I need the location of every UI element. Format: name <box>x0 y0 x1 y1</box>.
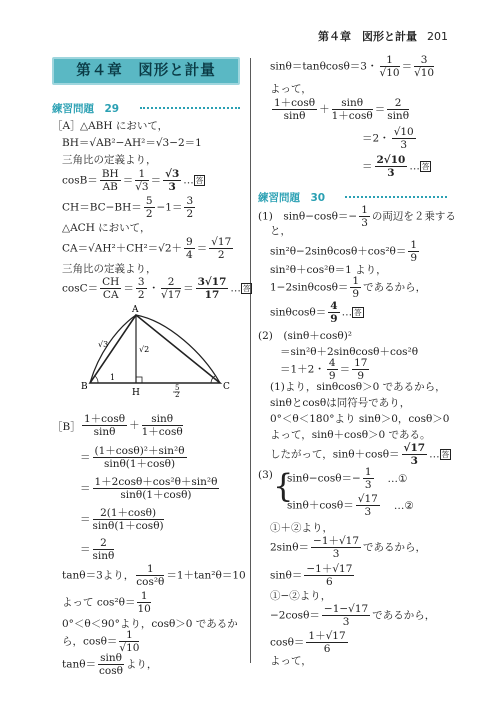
equation-r5 <box>362 154 431 179</box>
eq-text: ＝ <box>374 103 386 116</box>
equation-b2 <box>80 445 189 470</box>
frac-num: √10 <box>393 126 414 138</box>
text-line: 0°＜θ＜90°より，cosθ＞0 であるか <box>62 618 238 630</box>
equation-cosB <box>62 168 205 193</box>
equation-b1 <box>80 413 185 438</box>
equation-line: BH＝√AB²−AH²＝√3−2＝1 <box>62 137 202 149</box>
frac-num: √17 <box>211 236 232 248</box>
chapter-title: 第４章 図形と計量 <box>52 57 240 85</box>
equation-q8 <box>270 442 451 467</box>
eq-text: sinθ＋cosθ＝ <box>287 499 354 512</box>
eq-text: tanθ＝ <box>62 658 97 671</box>
equation-r3 <box>270 97 411 122</box>
frac-den: √3 <box>135 181 149 194</box>
section-title-30: 練習問題 30 <box>258 192 326 204</box>
eq-text: ＝ <box>401 60 413 73</box>
label-sqrt2: √2 <box>139 345 150 354</box>
answer-mark: 答 <box>242 284 251 294</box>
eq-text: 1−2sinθcosθ＝ <box>270 281 349 294</box>
frac-den: sinθ <box>93 426 116 439</box>
frac-den: sinθ(1＋cosθ) <box>103 458 176 471</box>
equation-CH <box>62 195 197 220</box>
frac-num: 1 <box>361 204 368 216</box>
frac-num: 3 <box>137 276 145 288</box>
frac-den: √10 <box>379 67 400 80</box>
frac-num: 3√17 <box>197 276 227 288</box>
frac-num: BH <box>101 168 119 180</box>
label-sqrt3: √3 <box>98 340 109 349</box>
frac-den: 1＋cosθ <box>141 426 183 439</box>
label-two: 2 <box>175 391 180 397</box>
frac-num: 17 <box>354 357 368 369</box>
eq-text: … <box>409 160 420 173</box>
eq-text: ＝ <box>80 513 91 526</box>
eq-text: ＝ <box>122 174 134 187</box>
angle-mark-b <box>95 376 98 383</box>
frac-den: sinθ(1＋cosθ) <box>120 489 192 502</box>
frac-den: 3 <box>387 167 395 180</box>
frac-num: 1 <box>410 239 418 251</box>
text-line: 0°＜θ＜180°より sinθ＞0，cosθ＞0 <box>270 413 450 425</box>
equation-r1 <box>270 54 436 79</box>
frac-den: sinθ <box>283 110 306 123</box>
system-brace: { <box>273 467 294 505</box>
eq-text: sinθ＝tanθcosθ＝3・ <box>270 60 378 73</box>
text-line: 三角比の定義より， <box>62 154 157 166</box>
frac-num: 2 <box>93 537 115 550</box>
text-line: と， <box>270 225 291 237</box>
equation-b5 <box>80 537 116 562</box>
label-b: B <box>81 382 88 392</box>
frac-num: 1 <box>135 168 148 181</box>
frac-num: CH <box>102 276 120 288</box>
frac-den: AB <box>102 181 118 194</box>
label-five: 5 <box>175 384 180 392</box>
frac-num: 1 <box>119 629 139 642</box>
frac-num: √17 <box>357 493 378 505</box>
frac-den: 1＋cosθ <box>331 110 373 123</box>
eq-text: sinθ＝ <box>270 569 303 582</box>
frac-den: sinθ <box>387 110 410 123</box>
frac-num: 3 <box>186 195 194 207</box>
header-chapter: 第４章 図形と計量 <box>318 30 417 43</box>
frac-den: cosθ <box>99 665 123 678</box>
eq-text: sin²θ−2sinθcosθ＋cos²θ＝ <box>270 245 407 258</box>
eq-text: ＝1＋2・ <box>280 363 325 376</box>
column-divider <box>250 58 251 663</box>
text-line: よって， <box>270 655 312 667</box>
text-line: sinθとcosθは同符号であり， <box>270 397 411 409</box>
text-line: ①−②より， <box>270 590 332 602</box>
frac-den: 10 <box>137 603 151 616</box>
frac-den: 2 <box>217 249 225 262</box>
frac-num: 1 <box>136 563 164 576</box>
frac-num: 2(1＋cosθ) <box>93 507 164 520</box>
text-line: sin²θ＋cos²θ＝1 より， <box>270 264 387 276</box>
frac-den: CA <box>102 289 119 302</box>
frac-num: 1 <box>380 54 400 67</box>
frac-num: 1 <box>137 590 150 603</box>
equation-line: ＝sin²θ＋2sinθcosθ＋cos²θ <box>280 346 419 358</box>
eq-text: CH＝BC−BH＝ <box>62 201 142 214</box>
frac-num: −1＋√17 <box>306 563 353 575</box>
equation-p5 <box>270 300 364 325</box>
eq-text: の両辺を２乗する <box>371 210 456 223</box>
frac-num: 4 <box>330 300 338 312</box>
frac-den: cos²θ <box>136 576 165 589</box>
frac-num: 2 <box>387 97 409 110</box>
equation-s2 <box>287 493 414 518</box>
frac-den: sinθ(1＋cosθ) <box>92 520 164 533</box>
answer-mark: 答 <box>195 176 204 186</box>
frac-num: √3 <box>165 168 180 180</box>
text-line: △ACH において， <box>62 222 151 234</box>
frac-den: 9 <box>410 252 418 265</box>
eq-text: tanθ＝3より， <box>62 569 135 582</box>
frac-num: 2√10 <box>376 154 406 166</box>
frac-den: 9 <box>352 288 360 301</box>
frac-den: 3 <box>364 479 372 492</box>
frac-num: 1＋√17 <box>308 630 346 642</box>
frac-den: 4 <box>186 249 193 262</box>
eq-text: … <box>230 282 241 295</box>
eq-text: ＝ <box>80 482 91 495</box>
label-h: H <box>132 388 140 397</box>
equation-s4 <box>270 535 426 560</box>
frac-den: 6 <box>323 643 331 656</box>
frac-den: 9 <box>328 370 336 383</box>
eq-text: よって cos²θ＝ <box>62 596 136 609</box>
frac-den: sinθ <box>92 550 115 563</box>
eq-text: ＝ <box>150 174 162 187</box>
frac-den: 6 <box>326 576 333 589</box>
eq-text: CA＝√AH²＋CH²＝√2＋ <box>62 242 183 255</box>
frac-num: 1＋2cosθ＋cos²θ＋sin²θ <box>94 476 218 488</box>
eq-text: であるから， <box>363 541 427 554</box>
frac-num: 1＋cosθ <box>274 97 316 109</box>
equation-b6 <box>62 563 246 588</box>
frac-num: √17 <box>403 442 426 454</box>
equation-b7 <box>62 590 153 615</box>
label-c: C <box>223 382 230 392</box>
eq-text: cosB＝ <box>62 174 98 187</box>
frac-den: 2 <box>145 208 153 221</box>
running-header <box>318 28 448 44</box>
frac-num: −1＋√17 <box>313 535 360 547</box>
frac-den: 3 <box>364 506 372 519</box>
label-one: 1 <box>110 373 116 382</box>
frac-den: 9 <box>357 370 365 383</box>
eq-text: ＝ <box>183 282 194 295</box>
eq-text: −1＝ <box>156 201 183 214</box>
frac-den: 9 <box>330 313 338 326</box>
eq-text: cosC＝ <box>62 282 99 295</box>
eq-text: cosθ＝ <box>270 636 305 649</box>
answer-mark: 答 <box>354 308 362 318</box>
part-a-label: ［A］ <box>52 120 81 132</box>
equation-s1 <box>287 466 407 491</box>
frac-den: √10 <box>119 642 140 655</box>
equation-b9 <box>62 629 141 654</box>
frac-num: 1 <box>364 466 372 478</box>
eq-text: ＝ <box>80 543 91 556</box>
text-line: ①＋②より， <box>270 522 333 534</box>
eq-text: … <box>341 306 353 319</box>
frac-den: 3 <box>400 139 408 152</box>
section-rule <box>345 196 447 198</box>
eq-text: … <box>429 448 440 461</box>
frac-num: (1＋cosθ)²＋sin²θ <box>94 445 185 457</box>
eq-text: …② <box>393 499 414 512</box>
right-angle-mark <box>136 377 142 383</box>
eq-text: −2cosθ＝ <box>270 609 320 622</box>
frac-num: 4 <box>328 357 336 369</box>
eq-text: ＝ <box>362 160 373 173</box>
equation-cosC <box>62 276 252 301</box>
equation-s5 <box>270 563 356 588</box>
eq-text: したがって，sinθ＋cosθ＝ <box>270 448 400 461</box>
eq-text: ・ <box>148 282 160 295</box>
equation-p4 <box>270 275 426 300</box>
eq-text: ＝ <box>123 282 134 295</box>
text-line: 三角比の定義より， <box>62 263 157 275</box>
frac-den: 3 <box>342 616 350 629</box>
equation-b4 <box>80 507 166 532</box>
equation-p2 <box>270 239 421 264</box>
frac-num: 3 <box>414 54 434 67</box>
page-number: 201 <box>427 30 448 43</box>
frac-den: 17 <box>204 289 220 302</box>
equation-q3 <box>280 357 371 382</box>
frac-num: sinθ <box>100 652 122 664</box>
frac-den: 3 <box>361 217 368 230</box>
frac-num: 1＋cosθ <box>84 413 126 425</box>
answer-mark: 答 <box>421 162 430 172</box>
label-a: A <box>132 305 139 315</box>
frac-den: 3 <box>410 455 418 468</box>
eq-text: sinθ−cosθ＝− <box>287 472 361 485</box>
equation-b10 <box>62 652 157 677</box>
answer-mark: 答 <box>441 450 450 460</box>
frac-den: 2 <box>137 289 145 302</box>
frac-num: 5 <box>145 195 153 207</box>
eq-text: sinθcosθ＝ <box>270 306 327 319</box>
eq-text: であるから， <box>363 281 427 294</box>
text-line: よって，sinθ＋cosθ＞0 である。 <box>270 429 431 441</box>
frac-den: 3 <box>332 548 340 561</box>
eq-text: であるから， <box>372 609 436 622</box>
eq-text: ＝ <box>339 363 351 376</box>
eq-text: ら，cosθ＝ <box>62 635 118 648</box>
equation-r4 <box>362 126 418 151</box>
text-line: (3) <box>258 469 273 481</box>
frac-num: −1−√17 <box>323 603 369 615</box>
eq-text: …① <box>387 472 408 485</box>
section-title-29: 練習問題 29 <box>52 103 120 115</box>
eq-text: より， <box>125 658 158 671</box>
frac-num: 9 <box>186 236 193 248</box>
frac-num: 1 <box>352 275 360 287</box>
equation-s7 <box>270 603 435 628</box>
eq-text: … <box>183 174 194 187</box>
text-line: (1)より，sinθcosθ＞0 であるから， <box>270 381 446 393</box>
text-line: よって， <box>270 83 312 95</box>
eq-text: ＋ <box>129 419 140 432</box>
equation-b3 <box>80 476 221 501</box>
frac-num: sinθ <box>332 97 373 110</box>
equation-CA <box>62 236 235 261</box>
text-line: (2) (sinθ＋cosθ)² <box>258 330 353 342</box>
eq-text: ＝1＋tan²θ＝10 <box>166 569 246 582</box>
part-b-label: ［B］ <box>52 421 81 433</box>
eq-text: ＝ <box>196 242 208 255</box>
frac-den: √10 <box>414 67 435 80</box>
text-line: △ABH において， <box>80 120 169 132</box>
section-rule <box>140 107 240 109</box>
eq-text: ＝2・ <box>362 132 390 145</box>
eq-text: ＝ <box>80 451 91 464</box>
triangle-figure <box>78 303 238 397</box>
eq-text: ＋ <box>319 103 330 116</box>
frac-num: 2 <box>161 276 181 289</box>
frac-num: sinθ <box>142 413 183 426</box>
equation-s8 <box>270 630 350 655</box>
eq-text: (1) sinθ−cosθ＝− <box>258 210 358 223</box>
frac-den: 2 <box>186 208 194 221</box>
eq-text: 2sinθ＝ <box>270 541 310 554</box>
frac-den: 3 <box>168 181 176 194</box>
frac-den: √17 <box>161 289 182 302</box>
